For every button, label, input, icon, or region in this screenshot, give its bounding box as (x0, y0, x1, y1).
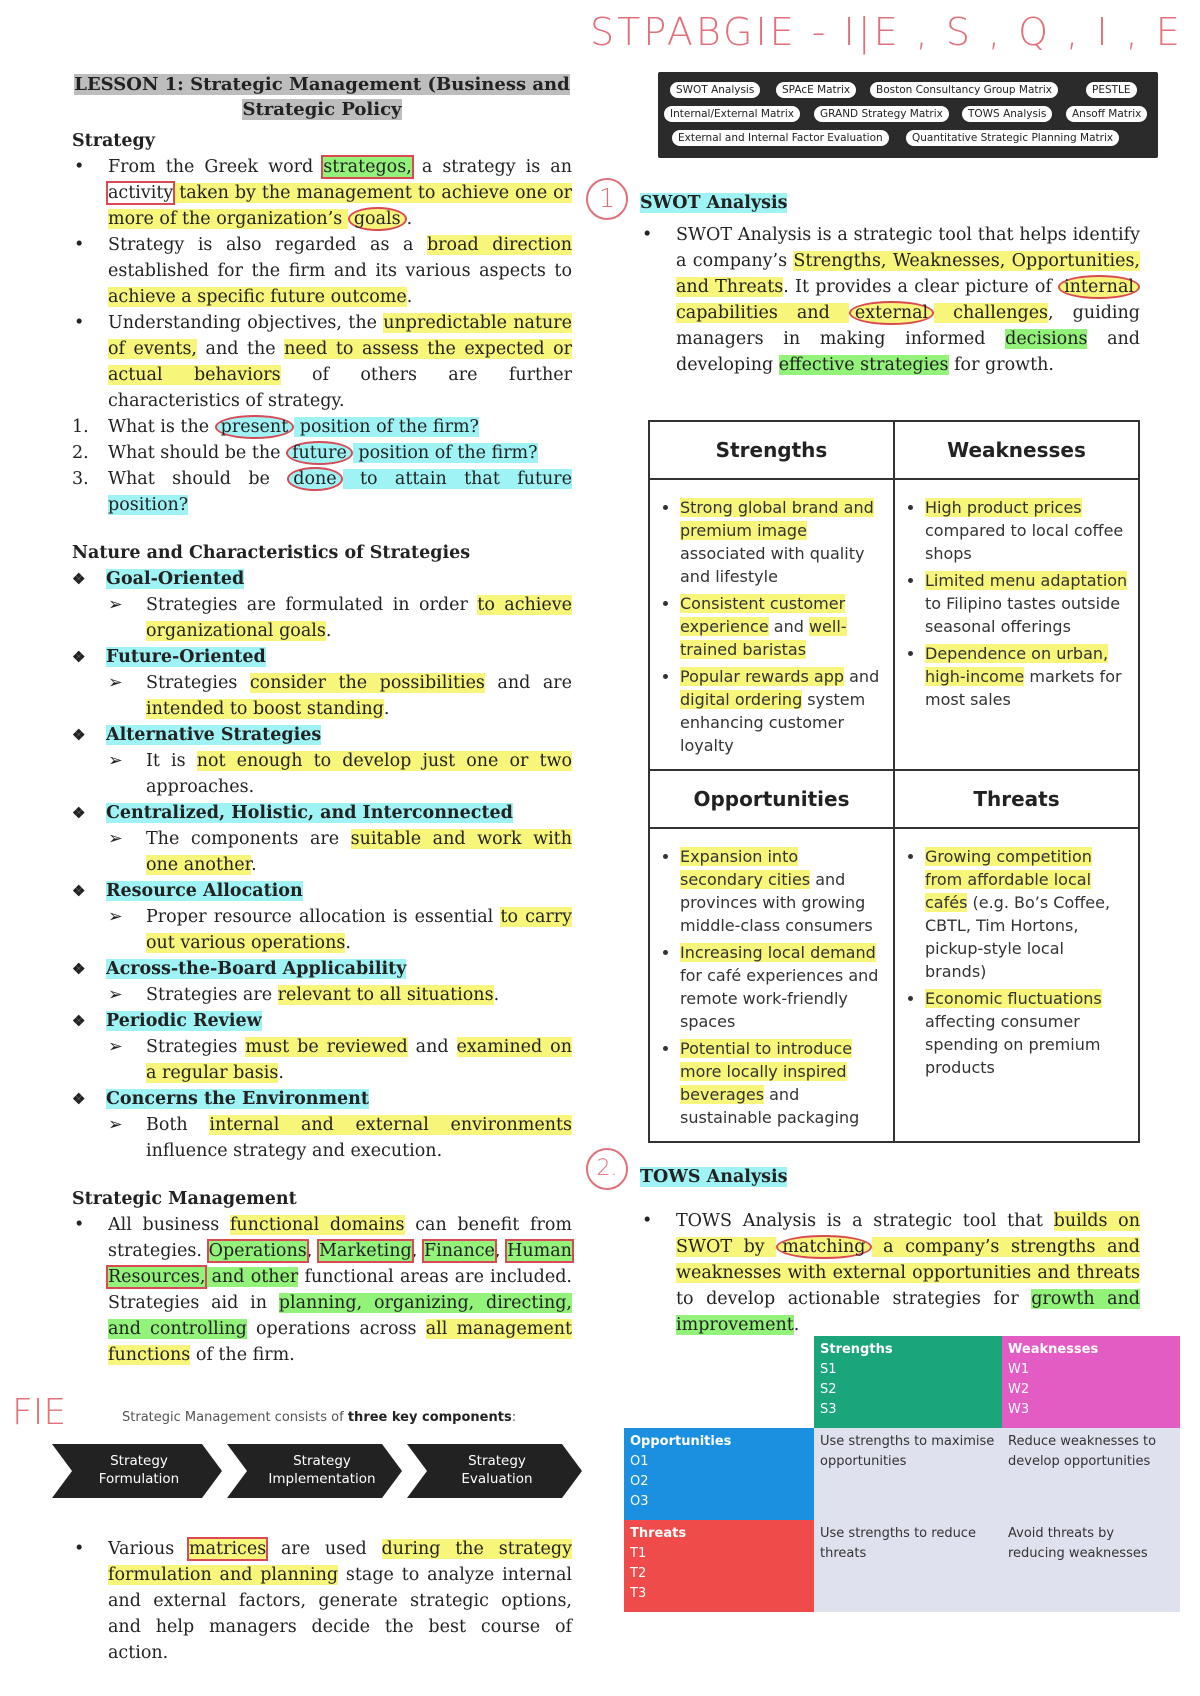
matrices-bullet (72, 1536, 572, 1666)
handwritten-note: STPABGIE - I|E , S , Q , I , E (590, 10, 1183, 54)
tows-weaknesses-header: Weaknesses W1 W2 W3 (1002, 1336, 1180, 1428)
tag-tows: TOWS Analysis (962, 106, 1052, 122)
threat-item: • Economic fluctuations affecting consumer spending on premium products (925, 987, 1128, 1079)
tows-heading: TOWS Analysis (640, 1167, 788, 1187)
tows-wo-cell: Reduce weaknesses to develop opportunities (1002, 1428, 1180, 1520)
swot-header-weaknesses: Weaknesses (894, 421, 1139, 479)
tows-paragraph: • TOWS Analysis is a strategic tool that builds on SWOT by matching a company’s strengths and weaknesses with external opportunities and threats to develop actionable strategies for growth and improvement. (676, 1208, 1140, 1338)
weakness-item: • High product prices compared to local coffee shops (925, 496, 1128, 565)
step-evaluation: Strategy Evaluation (461, 1453, 533, 1487)
tag-ie-matrix: Internal/External Matrix (664, 106, 800, 122)
strategy-bullets (72, 154, 572, 518)
tows-st-cell: Use strengths to reduce threats (814, 1520, 1002, 1612)
tows-strengths-header: Strengths S1 S2 S3 (814, 1336, 1002, 1428)
left-column (72, 72, 572, 1368)
swot-opportunities-cell (649, 828, 894, 1142)
tag-pestle: PESTLE (1086, 82, 1137, 98)
step-formulation: Strategy Formulation (98, 1453, 180, 1487)
strategy-heading: Strategy (72, 131, 155, 151)
tag-ansoff: Ansoff Matrix (1066, 106, 1147, 122)
swot-header-threats: Threats (894, 770, 1139, 828)
feature-resource-allocation: ❖ Resource Allocation (72, 878, 572, 904)
strength-item: • Consistent customer experience and well-trained baristas (680, 592, 883, 661)
strategy-bullet-1: • From the Greek word strategos, a strategy is an activity taken by the management to achieve one or more of the organization’s goals . (108, 154, 572, 232)
feature-resource-desc: ➢ Proper resource allocation is essential to carry out various operations. (72, 904, 572, 956)
swot-paragraph: • SWOT Analysis is a strategic tool that helps identify a company’s Strengths, Weaknesses, Opportunities, and Threats. It provides a clear picture of internal capabilities and external challenges, guiding managers in making informed decisions and developing effective strategies for growth. (676, 222, 1140, 378)
matrices-item: • Various matrices are used during the strategy formulation and planning stage to analyze internal and external factors, generate strategic options, and help managers decide the best course of action. (108, 1536, 572, 1666)
feature-across-the-board: ❖ Across-the-Board Applicability (72, 956, 572, 982)
strength-item: • Popular rewards app and digital ordering system enhancing customer loyalty (680, 665, 883, 757)
question-2: 2. What should be the future position of the firm? (72, 443, 538, 463)
tows-section (640, 1160, 1140, 1338)
fie-note: FIE (12, 1392, 67, 1433)
feature-environment: ❖ Concerns the Environment (72, 1086, 572, 1112)
feature-periodic-desc: ➢ Strategies must be reviewed and examined on a regular basis. (72, 1034, 572, 1086)
feature-goal-oriented: ❖ Goal-Oriented (72, 566, 572, 592)
weakness-item: • Dependence on urban, high-income markets for most sales (925, 642, 1128, 711)
strategy-bullet-3: • Understanding objectives, the unpredictable nature of events, and the need to assess the expected or actual behaviors of others are further characteristics of strategy. 1. What is the present position of the firm? 2. What should be the future position of the firm? 3. What should be done to attain that future position? (108, 310, 572, 518)
tows-threats-header: Threats T1 T2 T3 (624, 1520, 814, 1612)
feature-future-oriented-desc: ➢ Strategies consider the possibilities and are intended to boost standing. (72, 670, 572, 722)
tows-grid (624, 1336, 1180, 1616)
circle-number-2: 2. (586, 1148, 628, 1190)
tag-efe-ife: External and Internal Factor Evaluation (672, 130, 889, 146)
feature-future-oriented: ❖ Future-Oriented (72, 644, 572, 670)
swot-table (648, 420, 1140, 1143)
tows-wt-cell: Avoid threats by reducing weaknesses (1002, 1520, 1180, 1612)
feature-centralized: ❖ Centralized, Holistic, and Interconnected (72, 800, 572, 826)
question-3: 3. What should be done to attain that future position? (72, 469, 572, 515)
weakness-item: • Limited menu adaptation to Filipino tastes outside seasonal offerings (925, 569, 1128, 638)
swot-threats-cell (894, 828, 1139, 1142)
feature-centralized-desc: ➢ The components are suitable and work with one another. (72, 826, 572, 878)
nature-heading: Nature and Characteristics of Strategies (72, 543, 471, 563)
swot-weaknesses-cell (894, 479, 1139, 770)
tag-qspm: Quantitative Strategic Planning Matrix (906, 130, 1119, 146)
tows-bullets (640, 1208, 1140, 1338)
swot-table-container (648, 420, 1140, 1143)
feature-environment-desc: ➢ Both internal and external environments influence strategy and execution. (72, 1112, 572, 1164)
swot-strengths-cell (649, 479, 894, 770)
swot-header-opportunities: Opportunities (649, 770, 894, 828)
tag-bcg: Boston Consultancy Group Matrix (870, 82, 1058, 98)
strength-item: • Strong global brand and premium image associated with quality and lifestyle (680, 496, 883, 588)
strategic-management-heading: Strategic Management (72, 1189, 297, 1209)
tows-opportunities-header: Opportunities O1 O2 O3 (624, 1428, 814, 1520)
tag-swot: SWOT Analysis (670, 82, 760, 98)
opportunity-item: • Increasing local demand for café experiences and remote work-friendly spaces (680, 941, 883, 1033)
question-1: 1. What is the present position of the firm? (72, 417, 479, 437)
right-column (640, 190, 1140, 378)
feature-goal-oriented-desc: ➢ Strategies are formulated in order to achieve organizational goals. (72, 592, 572, 644)
matrices-paragraph (72, 1536, 572, 1666)
tag-grand: GRAND Strategy Matrix (814, 106, 949, 122)
opportunity-item: • Expansion into secondary cities and provinces with growing middle-class consumers (680, 845, 883, 937)
sm-bullets (72, 1212, 572, 1368)
step-implementation: Strategy Implementation (268, 1453, 376, 1487)
tag-space: SPAcE Matrix (776, 82, 856, 98)
feature-alternative-strategies: ❖ Alternative Strategies (72, 722, 572, 748)
tows-so-cell: Use strengths to maximise opportunities (814, 1428, 1002, 1520)
lesson-title: LESSON 1: Strategic Management (Business and Strategic Policy (74, 74, 570, 120)
strategy-bullet-2: • Strategy is also regarded as a broad direction established for the firm and its various aspects to achieve a specific future outcome. (108, 232, 572, 310)
swot-header-strengths: Strengths (649, 421, 894, 479)
feature-periodic-review: ❖ Periodic Review (72, 1008, 572, 1034)
feature-across-desc: ➢ Strategies are relevant to all situations. (72, 982, 572, 1008)
circle-number-1: 1 (586, 178, 628, 220)
sm-paragraph: • All business functional domains can benefit from strategies. Operations, Marketing, Finance, Human Resources, and other functional areas are included. Strategies aid in planning, organizing, directing, and controlling operations across all management functions of the firm. (108, 1212, 572, 1368)
threat-item: • Growing competition from affordable local cafés (e.g. Bo’s Coffee, CBTL, Tim Hortons, pickup-style local brands) (925, 845, 1128, 983)
matrix-tags-box (658, 72, 1158, 158)
diagram-caption: Strategic Management consists of three key components: (122, 1410, 517, 1425)
feature-alternative-desc: ➢ It is not enough to develop just one or two approaches. (72, 748, 572, 800)
swot-heading: SWOT Analysis (640, 193, 788, 213)
components-diagram (52, 1410, 582, 1510)
opportunity-item: • Potential to introduce more locally inspired beverages and sustainable packaging (680, 1037, 883, 1129)
swot-bullets (640, 222, 1140, 378)
